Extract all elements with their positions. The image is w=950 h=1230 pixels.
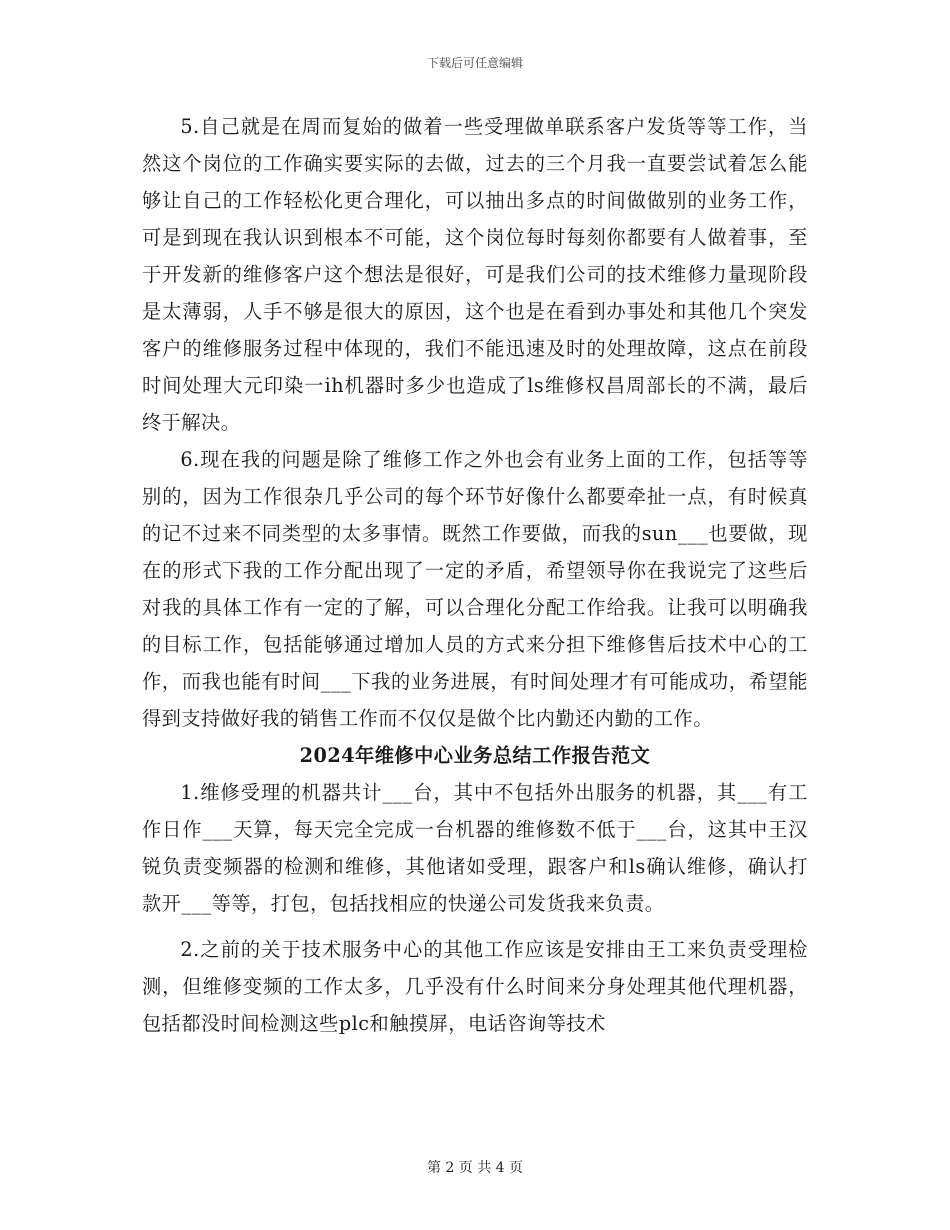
paragraph-2: 2.之前的关于技术服务中心的其他工作应该是安排由王工来负责受理检测，但维修变频的工作太多，几乎没有什么时间来分身处理其他代理机器，包括都没时间检测这些plc和触摸屏，电话咨询等技术 — [142, 938, 808, 1035]
paragraph-1: 1.维修受理的机器共计___台，其中不包括外出服务的机器，其___有工作日作___天算，每天完全完成一台机器的维修数不低于___台，这其中王汉锐负责变频器的检测和维修，其他诸如受理，跟客户和ls确认维修，确认打款开___等等，打包，包括找相应的快递公司发货我来负责。 — [142, 781, 808, 915]
page-header: 下载后可任意编辑 — [426, 56, 523, 70]
paragraph-6: 6.现在我的问题是除了维修工作之外也会有业务上面的工作，包括等等别的，因为工作很杂几乎公司的每个环节好像什么都要牵扯一点，有时候真的记不过来不同类型的太多事情。既然工作要做，而我的sun___也要做，现在的形式下我的工作分配出现了一定的矛盾，希望领导你在我说完了这些后对我的具体工作有一定的了解，可以合理化分配工作给我。让我可以明确我的目标工作，包括能够通过增加人员的方式来分担下维修售后技术中心的工作，而我也能有时间___下我的业务进展，有时间处理才有可能成功，希望能得到支持做好我的销售工作而不仅仅是做个比内勤还内勤的工作。 — [142, 448, 808, 730]
paragraph-5: 5.自己就是在周而复始的做着一些受理做单联系客户发货等等工作，当然这个岗位的工作确实要实际的去做，过去的三个月我一直要尝试着怎么能够让自己的工作轻松化更合理化，可以抽出多点的时间做做别的业务工作，可是到现在我认识到根本不可能，这个岗位每时每刻你都要有人做着事，至于开发新的维修客户这个想法是很好，可是我们公司的技术维修力量现阶段是太薄弱，人手不够是很大的原因，这个也是在看到办事处和其他几个突发客户的维修服务过程中体现的，我们不能迅速及时的处理故障，这点在前段时间处理大元印染一ih机器时多少也造成了ls维修权昌周部长的不满，最后终于解决。 — [142, 115, 808, 434]
section-title: 2024年维修中心业务总结工作报告范文 — [299, 744, 651, 767]
document-body — [142, 108, 808, 1042]
page-number: 第 2 页 共 4 页 — [426, 1160, 524, 1176]
